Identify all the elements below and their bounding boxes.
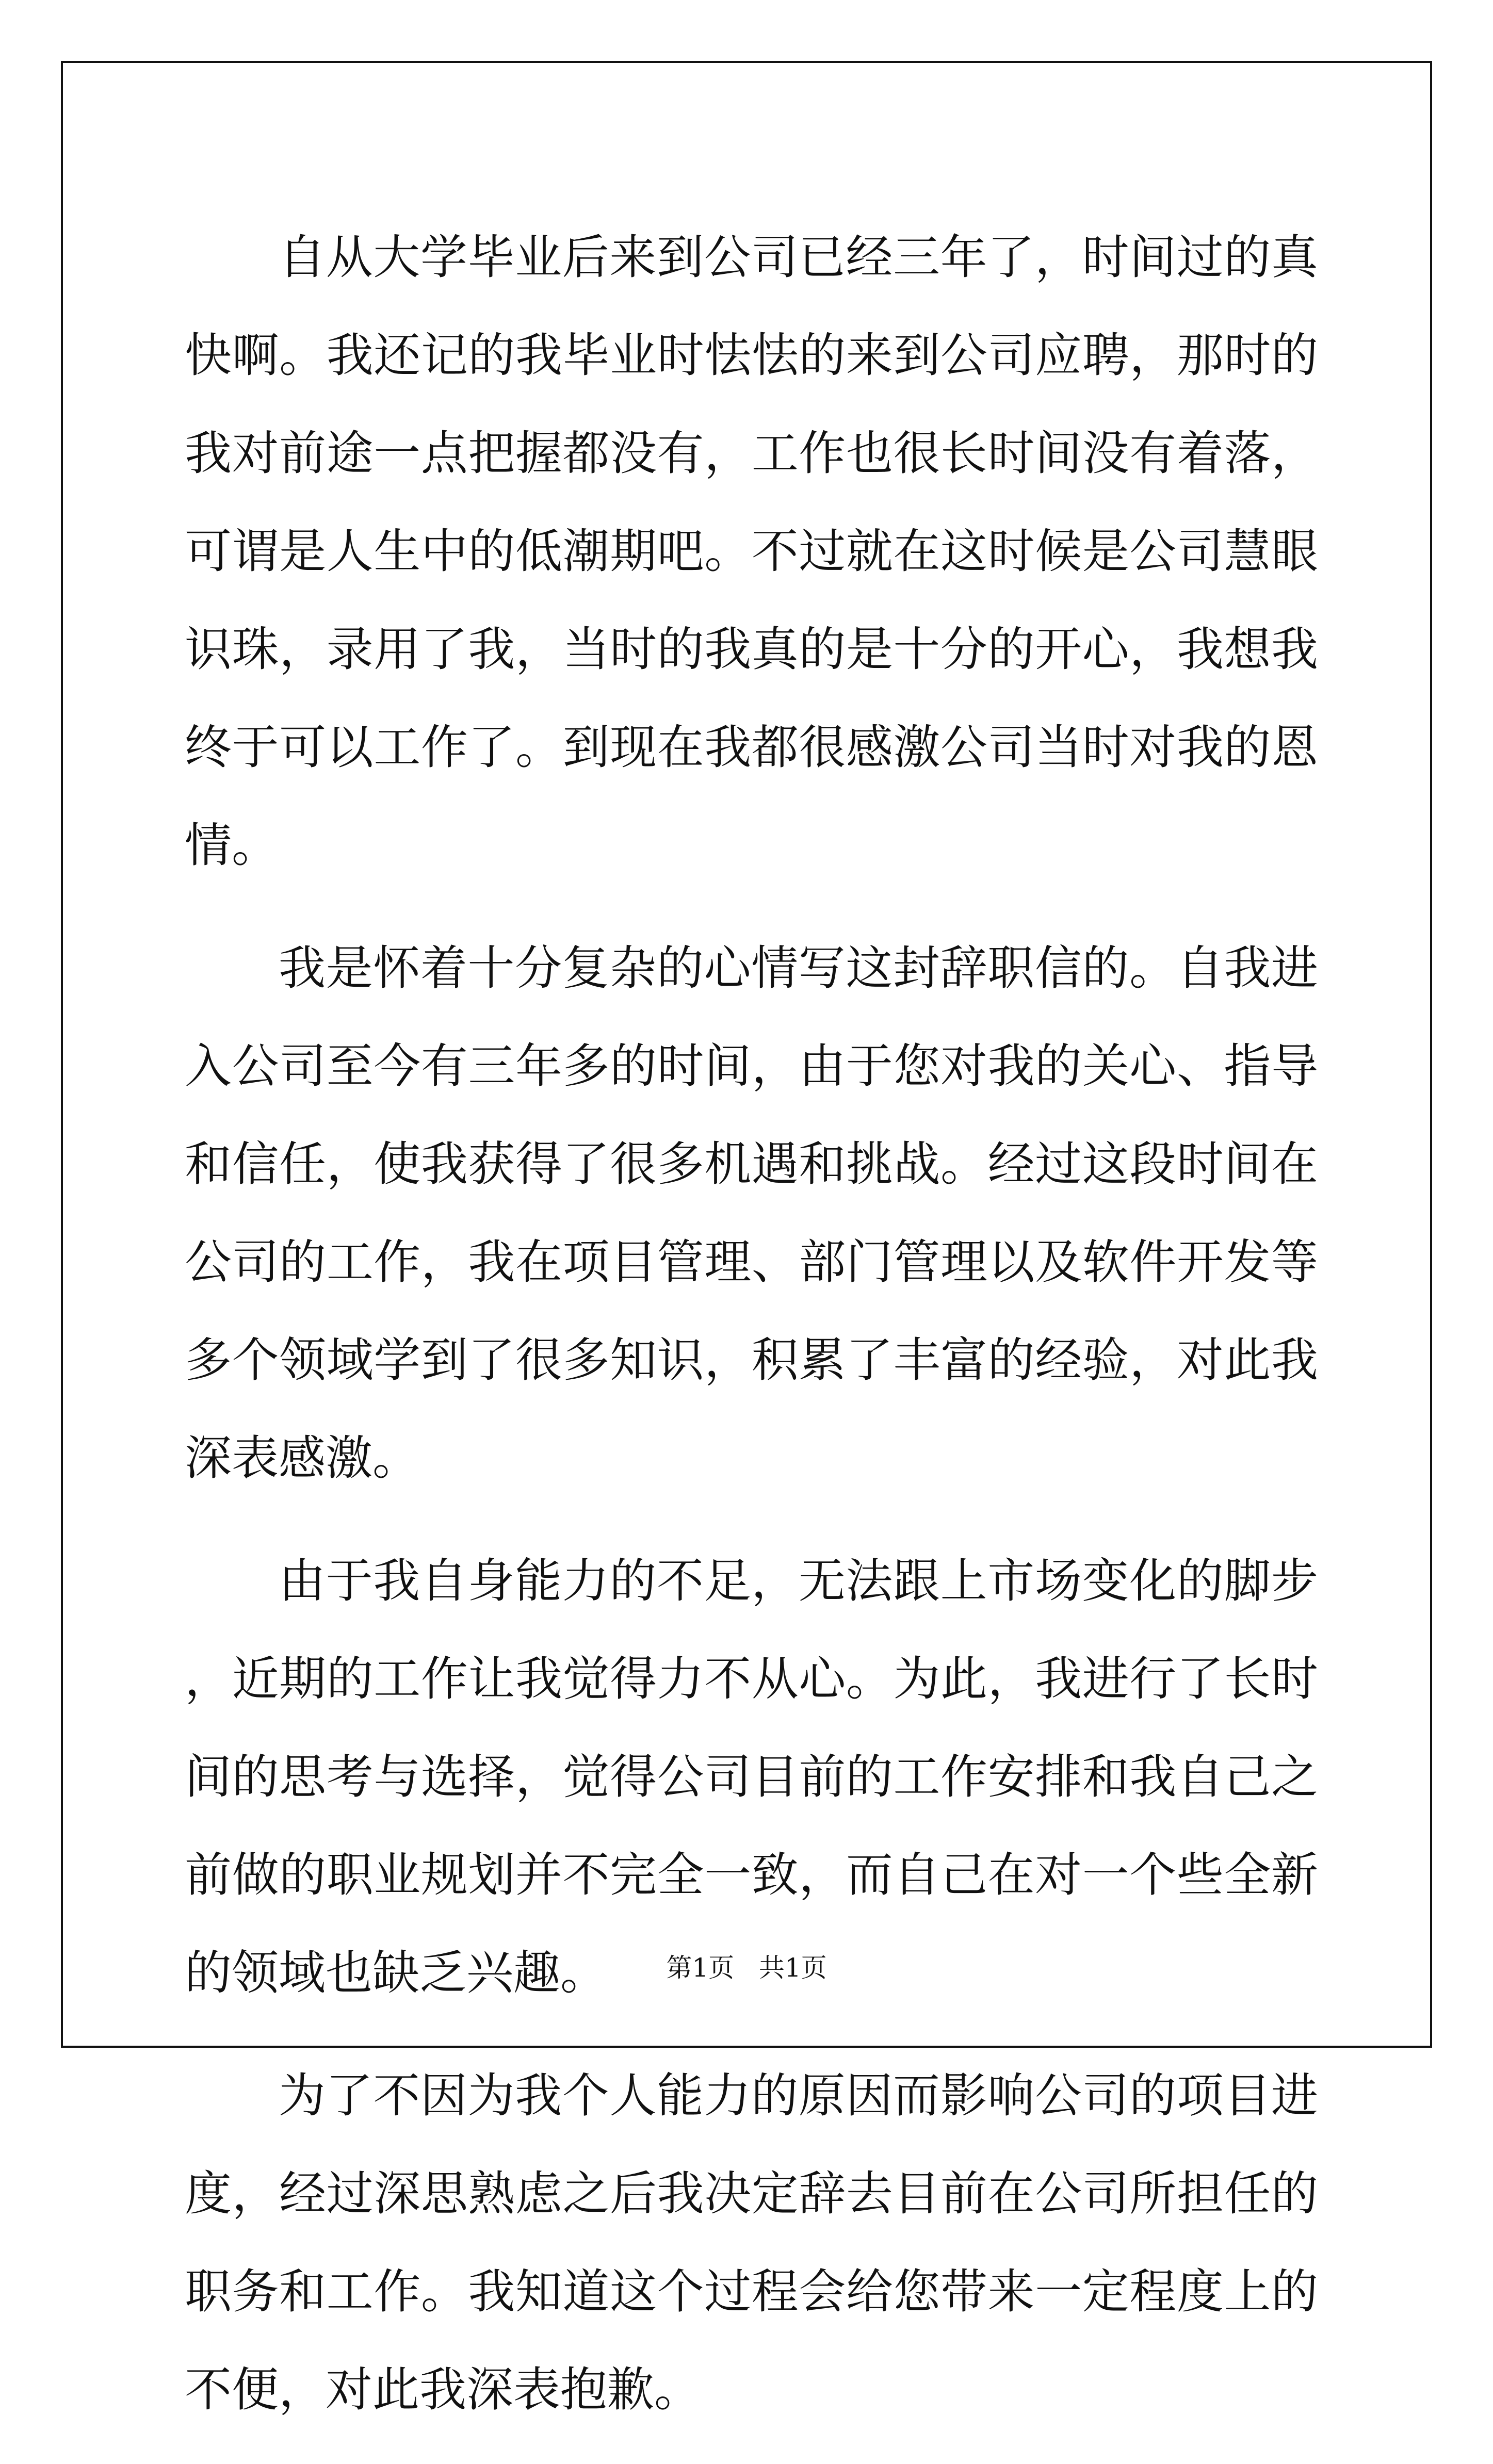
paragraph: 我是怀着十分复杂的心情写这封辞职信的。自我进入公司至今有三年多的时间，由于您对我的关心、指导和信任，使我获得了很多机遇和挑战。经过这段时间在公司的工作，我在项目管理、部门管理以及软件开发等多个领域学到了很多知识，积累了丰富的经验，对此我深表感激。 <box>185 941 1318 1486</box>
paragraph: 为了不因为我个人能力的原因而影响公司的项目进度，经过深思熟虑之后我决定辞去目前在公司所担任的职务和工作。我知道这个过程会给您带来一定程度上的不便，对此我深表抱歉。 <box>185 2069 1318 2417</box>
paragraph: 自从大学毕业后来到公司已经三年了，时间过的真快啊。我还记的我毕业时怯怯的来到公司应聘，那时的我对前途一点把握都没有，工作也很长时间没有着落，可谓是人生中的低潮期吧。不过就在这时候是公司慧眼识珠，录用了我，当时的我真的是十分的开心，我想我终于可以工作了。到现在我都很感激公司当时对我的恩情。 <box>185 231 1318 873</box>
page-number-footer: 第1页 共1页 <box>666 1953 827 1983</box>
paragraph: 由于我自身能力的不足，无法跟上市场变化的脚步，近期的工作让我觉得力不从心。为此，我进行了长时间的思考与选择，觉得公司目前的工作安排和我自己之前做的职业规划并不完全一致，而自己在对一个些全新的领域也缺乏兴趣。 <box>185 1554 1318 2000</box>
letter-body <box>185 209 1318 2464</box>
